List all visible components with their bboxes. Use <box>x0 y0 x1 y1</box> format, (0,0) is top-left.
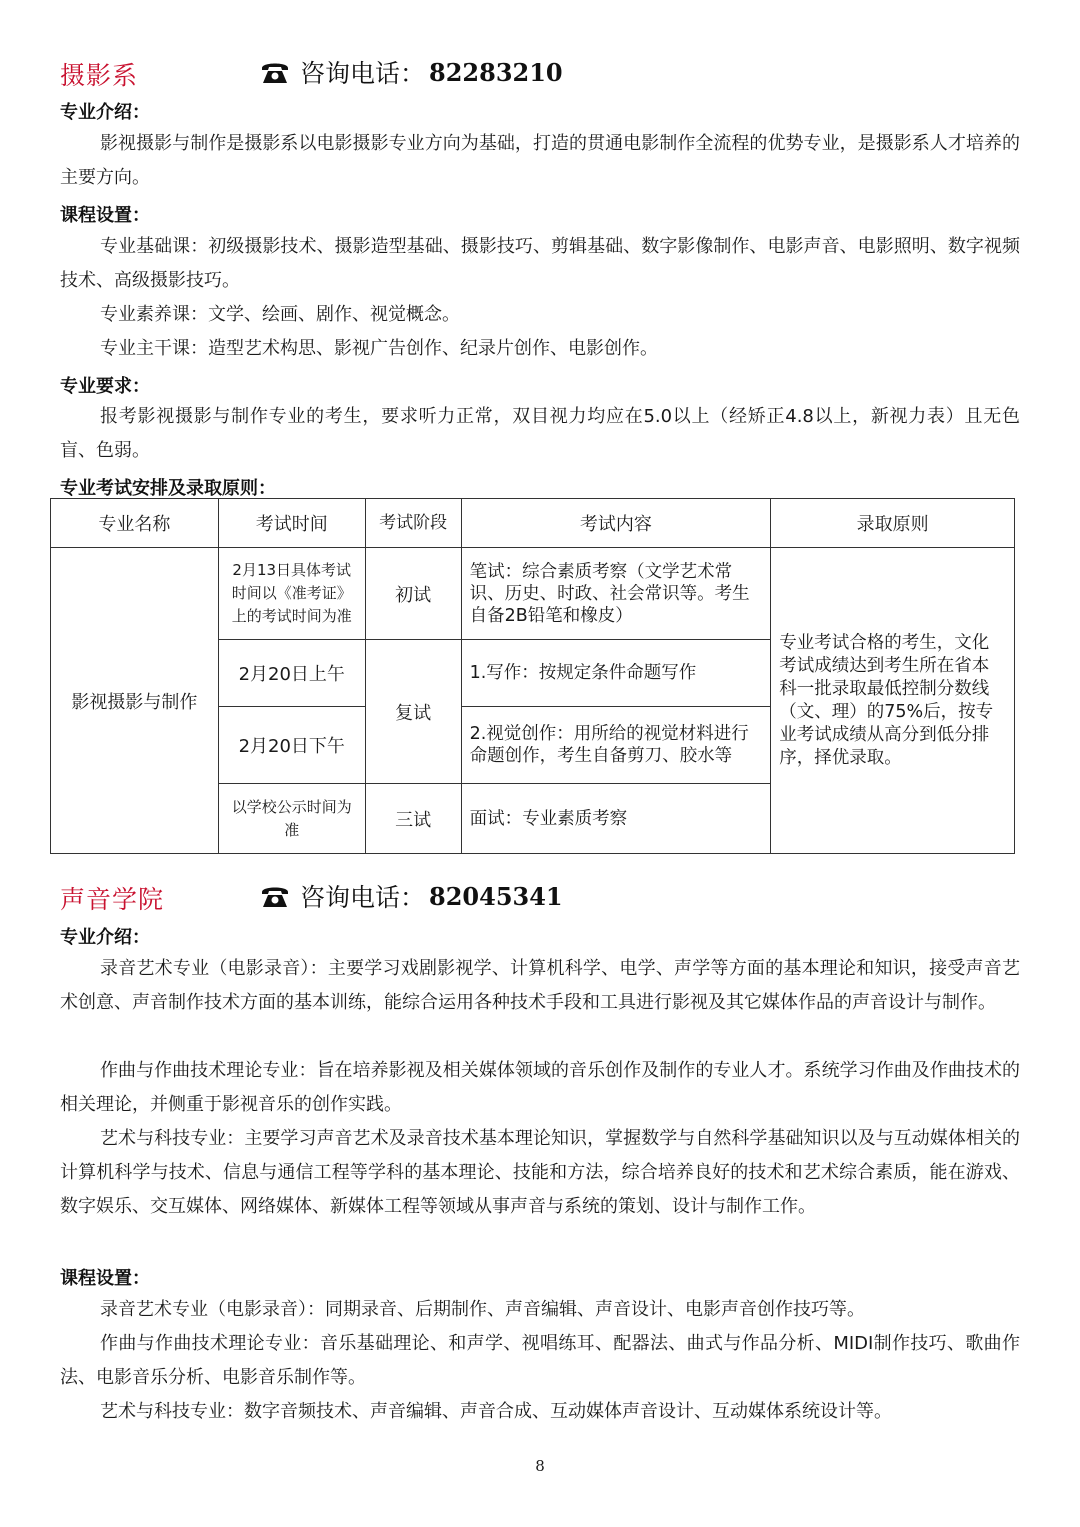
intro-text: 录音艺术专业（电影录音）：主要学习戏剧影视学、计算机科学、电学、声学等方面的基本理论和知识，接受声音艺术创意、声音制作技术方面的基本训练，能综合运用各种技术手段和工具进行影视及其它媒体作品的声音设计与制作。 <box>60 958 1020 1013</box>
stage-cell: 三试 <box>365 784 461 854</box>
requirement-label: 专业要求： <box>60 376 150 397</box>
course-text: 专业素养课：文学、绘画、剧作、视觉概念。 <box>100 304 460 325</box>
time-cell: 2月20日下午 <box>218 707 365 784</box>
time-cell: 2月13日具体考试时间以《准考证》上的考试时间为准 <box>218 548 365 640</box>
intro-text: 艺术与科技专业：主要学习声音艺术及录音技术基本理论知识，掌握数学与自然科学基础知识以及与互动媒体相关的计算机科学与技术、信息与通信工程等学科的基本理论、技能和方法，综合培养良好的技术和艺术综合素质，能在游戏、数字娱乐、交互媒体、网络媒体、新媒体工程等领域从事声音与系统的策划、设计与制作工作。 <box>60 1128 1020 1217</box>
course-label: 课程设置： <box>60 205 150 226</box>
requirement-text: 报考影视摄影与制作专业的考生，要求听力正常，双目视力均应在5.0以上（经矫正4.8以上，新视力表）且无色盲、色弱。 <box>60 406 1020 461</box>
content-cell: 1.写作：按规定条件命题写作 <box>461 640 771 707</box>
table-header: 录取原则 <box>771 499 1015 548</box>
principle-cell: 专业考试合格的考生，文化考试成绩达到考生所在省本科一批录取最低控制分数线（文、理）的75%后，按专业考试成绩从高分到低分排序，择优录取。 <box>771 548 1015 854</box>
time-cell: 2月20日上午 <box>218 640 365 707</box>
table-header: 考试阶段 <box>365 499 461 548</box>
time-cell: 以学校公示时间为准 <box>218 784 365 854</box>
phone-label: 咨询电话： <box>300 883 426 912</box>
exam-table <box>50 498 1015 854</box>
table-row <box>51 548 1015 640</box>
course-text: 作曲与作曲技术理论专业：音乐基础理论、和声学、视唱练耳、配器法、曲式与作品分析、MIDI制作技巧、歌曲作法、电影音乐分析、电影音乐制作等。 <box>60 1333 1020 1388</box>
telephone-icon <box>260 883 290 909</box>
course-text: 专业主干课：造型艺术构思、影视广告创作、纪录片创作、电影创作。 <box>100 338 658 359</box>
intro-text: 影视摄影与制作是摄影系以电影摄影专业方向为基础，打造的贯通电影制作全流程的优势专业，是摄影系人才培养的主要方向。 <box>60 133 1020 188</box>
table-header: 考试时间 <box>218 499 365 548</box>
content-cell: 面试：专业素质考察 <box>461 784 771 854</box>
table-header-row <box>51 499 1015 548</box>
phone-number: 82283210 <box>429 57 563 87</box>
dept-header-sound <box>60 880 1020 920</box>
major-cell: 影视摄影与制作 <box>51 548 219 854</box>
intro-label: 专业介绍： <box>60 102 150 123</box>
stage-cell: 复试 <box>365 640 461 784</box>
course-text: 艺术与科技专业：数字音频技术、声音编辑、声音合成、互动媒体声音设计、互动媒体系统设计等。 <box>100 1401 892 1422</box>
table-header: 专业名称 <box>51 499 219 548</box>
phone-info <box>260 54 563 90</box>
content-cell: 2.视觉创作：用所给的视觉材料进行命题创作，考生自备剪刀、胶水等 <box>461 707 771 784</box>
telephone-icon <box>260 59 290 85</box>
dept-header-photography <box>60 56 1020 96</box>
page-number: 8 <box>535 1457 545 1475</box>
exam-arrangement-label: 专业考试安排及录取原则： <box>60 478 276 499</box>
course-label: 课程设置： <box>60 1268 150 1289</box>
stage-cell: 初试 <box>365 548 461 640</box>
phone-info <box>260 878 563 914</box>
dept-title: 声音学院 <box>60 885 165 914</box>
dept-title: 摄影系 <box>60 61 139 90</box>
phone-label: 咨询电话： <box>300 59 426 88</box>
course-text: 专业基础课：初级摄影技术、摄影造型基础、摄影技巧、剪辑基础、数字影像制作、电影声音、电影照明、数字视频技术、高级摄影技巧。 <box>60 236 1020 291</box>
course-text: 录音艺术专业（电影录音）：同期录音、后期制作、声音编辑、声音设计、电影声音创作技巧等。 <box>100 1299 865 1320</box>
table-header: 考试内容 <box>461 499 771 548</box>
content-cell: 笔试：综合素质考察（文学艺术常识、历史、时政、社会常识等。考生自备2B铅笔和橡皮） <box>461 548 771 640</box>
intro-text: 作曲与作曲技术理论专业：旨在培养影视及相关媒体领域的音乐创作及制作的专业人才。系统学习作曲及作曲技术的相关理论，并侧重于影视音乐的创作实践。 <box>60 1060 1020 1115</box>
phone-number: 82045341 <box>429 881 563 911</box>
intro-label: 专业介绍： <box>60 927 150 948</box>
